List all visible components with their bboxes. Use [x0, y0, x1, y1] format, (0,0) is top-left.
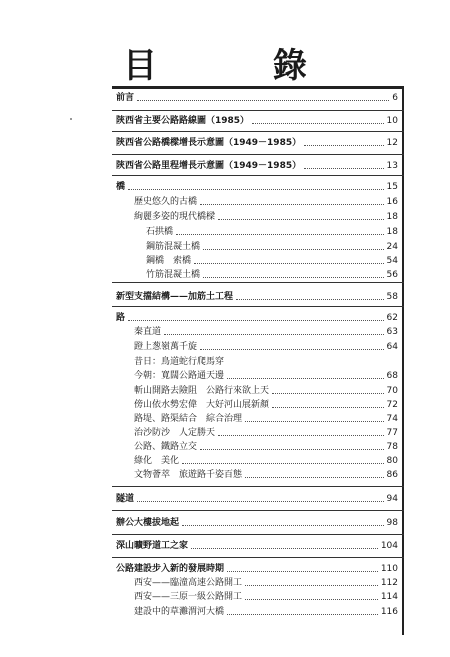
toc-entry-title: 文物薈萃 旅遊路千姿百態: [134, 470, 243, 480]
toc-entry-title: 隧道: [116, 494, 135, 504]
dot-leader: [137, 501, 384, 502]
toc-entry-page: 13: [386, 161, 398, 171]
divider: [112, 154, 404, 155]
toc-entry-title: 歷史悠久的古橋: [134, 197, 198, 207]
toc-entry: [0, 454, 398, 468]
dot-leader: [200, 449, 384, 450]
toc-entry-page: 12: [386, 138, 398, 148]
divider: [112, 131, 404, 132]
toc-entry-page: 70: [386, 386, 398, 396]
divider: [112, 110, 404, 111]
toc-entry-page: 6: [392, 93, 398, 103]
toc-entry-title: 辦公大樓拔地起: [116, 518, 180, 528]
top-rule: [112, 86, 404, 89]
dot-leader: [200, 349, 384, 350]
toc-entry-page: 72: [386, 400, 398, 410]
dot-leader: [218, 435, 384, 436]
toc-entry-page: 74: [386, 414, 398, 424]
page-title: 目 錄: [123, 46, 359, 86]
toc-entry-page: 77: [386, 428, 398, 438]
toc-entry: [0, 340, 398, 354]
toc-entry-title: 深山曠野道工之家: [116, 541, 189, 551]
toc-entry-title: 綠化 美化: [134, 456, 180, 466]
toc-entry-page: 86: [386, 470, 398, 480]
toc-entry-page: 16: [386, 197, 398, 207]
toc-entry: [0, 492, 398, 506]
dot-leader: [236, 299, 384, 300]
toc-entry-page: 94: [386, 494, 398, 504]
toc-entry: [0, 180, 398, 194]
divider: [112, 486, 404, 487]
toc-entry: [0, 91, 398, 105]
toc-entry: [0, 539, 398, 553]
toc-entry-page: 110: [380, 564, 398, 574]
dot-leader: [272, 407, 384, 408]
toc-entry-title: 路堤、路渠結合 綜合治理: [134, 414, 243, 424]
toc-entry: [0, 384, 398, 398]
toc-entry-title: 治沙防沙 人定勝天: [134, 428, 216, 438]
toc-entry-title: 西安——三原一級公路開工: [134, 592, 243, 602]
dot-leader: [200, 204, 384, 205]
dot-leader: [182, 525, 384, 526]
toc-entry-page: 116: [380, 607, 398, 617]
toc-entry: [0, 576, 398, 590]
dot-leader: [176, 234, 384, 235]
dot-leader: [245, 585, 378, 586]
toc-entry-page: 112: [380, 578, 398, 588]
toc-entry-page: 18: [386, 212, 398, 222]
dot-leader: [203, 249, 384, 250]
toc-entry-page: 98: [386, 518, 398, 528]
toc-entry-title: 陝西省公路里程增長示意圖（1949－1985）: [116, 161, 302, 171]
dot-leader: [245, 477, 384, 478]
toc-entry: [0, 159, 398, 173]
toc-entry-title: 新型支擋結構——加筋土工程: [116, 292, 234, 302]
dot-leader: [227, 571, 378, 572]
toc-entry-page: 56: [386, 270, 398, 280]
dot-leader: [128, 189, 384, 190]
toc-entry-title: 鋼橋 索橋: [146, 256, 192, 266]
toc-entry-page: 68: [386, 371, 398, 381]
dot-leader: [304, 145, 383, 146]
toc-entry: [0, 562, 398, 576]
toc-entry-title: 竹筋混凝土橋: [146, 270, 201, 280]
divider: [112, 306, 404, 307]
toc-entry: [0, 210, 398, 224]
divider: [112, 175, 404, 176]
toc-entry-title: 今朝：寬闊公路通天邊: [134, 371, 225, 381]
toc-entry-title: 橋: [116, 182, 126, 192]
dot-leader: [304, 168, 383, 169]
toc-entry: [0, 114, 398, 128]
toc-entry: [0, 369, 398, 383]
dot-leader: [164, 334, 384, 335]
dot-leader: [194, 263, 384, 264]
toc-entry-title: 石拱橋: [146, 227, 174, 237]
toc-entry-title: 斬山開路去險阻 公路行來欲上天: [134, 386, 270, 396]
toc-entry-title: 傍山依水勢宏偉 大好河山展新顏: [134, 400, 270, 410]
toc-entry: [0, 311, 398, 325]
toc-entry-title: 鋼筋混凝土橋: [146, 242, 201, 252]
toc-entry-page: 78: [386, 442, 398, 452]
toc-entry: [0, 426, 398, 440]
toc-entry-page: 10: [386, 116, 398, 126]
dot-leader: [245, 421, 384, 422]
toc-entry-title: 建設中的草灘渭河大橋: [134, 607, 225, 617]
toc-entry-title: 西安——臨潼高速公路開工: [134, 578, 243, 588]
toc-entry-title: 陝西省公路橋樑增長示意圖（1949－1985）: [116, 138, 302, 148]
toc-entry-title: 陝西省主要公路路線圖（1985）: [116, 116, 250, 126]
toc-entry-page: 104: [380, 541, 398, 551]
divider: [112, 510, 404, 511]
toc-entry-title: 秦直道: [134, 327, 162, 337]
toc-entry-page: 24: [386, 242, 398, 252]
toc-entry: [0, 290, 398, 304]
toc-entry: [0, 254, 398, 268]
dot-leader: [137, 100, 389, 101]
toc-entry: [0, 268, 398, 282]
toc-entry: [0, 516, 398, 530]
toc-entry: [0, 590, 398, 604]
dot-leader: [191, 548, 378, 549]
dot-leader: [227, 614, 378, 615]
dot-leader: [252, 123, 383, 124]
dot-leader: [182, 463, 384, 464]
toc-entry-page: 15: [386, 182, 398, 192]
toc-entry-page: 80: [386, 456, 398, 466]
toc-entry-page: 62: [386, 313, 398, 323]
divider: [112, 534, 404, 535]
toc-entry: [0, 195, 398, 209]
dot-leader: [272, 393, 384, 394]
dot-leader: [245, 599, 378, 600]
toc-entry: [0, 325, 398, 339]
toc-entry: [0, 136, 398, 150]
toc-entry-page: 54: [386, 256, 398, 266]
toc-entry-title: 昔日：鳥道蛇行爬馬穿: [134, 357, 225, 367]
toc-entry: [0, 225, 398, 239]
dot-leader: [227, 378, 384, 379]
divider: [112, 557, 404, 558]
divider: [112, 282, 404, 283]
toc-entry-title: 公路、鐵路立交: [134, 442, 198, 452]
toc-entry: [0, 240, 398, 254]
toc-entry-title: 前言: [116, 93, 135, 103]
dot-leader: [218, 219, 384, 220]
toc-entry: [0, 398, 398, 412]
toc-entry-page: 114: [380, 592, 398, 602]
toc-entry-page: 64: [386, 342, 398, 352]
toc-entry-page: 18: [386, 227, 398, 237]
toc-entry-page: 58: [386, 292, 398, 302]
toc-entry-title: 蹬上葱嶺萬千旋: [134, 342, 198, 352]
toc-entry-title: 公路建設步入新的發展時期: [116, 564, 225, 574]
dot-leader: [128, 320, 384, 321]
toc-entry: [0, 468, 398, 482]
dot-leader: [203, 277, 384, 278]
toc-entry: [0, 605, 398, 619]
toc-entry: [0, 355, 398, 369]
right-rule: [402, 88, 404, 635]
toc-entry-title: 路: [116, 313, 126, 323]
toc-entry-page: 63: [386, 327, 398, 337]
toc-entry: [0, 412, 398, 426]
toc-entry: [0, 440, 398, 454]
toc-entry-title: 絢麗多姿的現代橋樑: [134, 212, 216, 222]
